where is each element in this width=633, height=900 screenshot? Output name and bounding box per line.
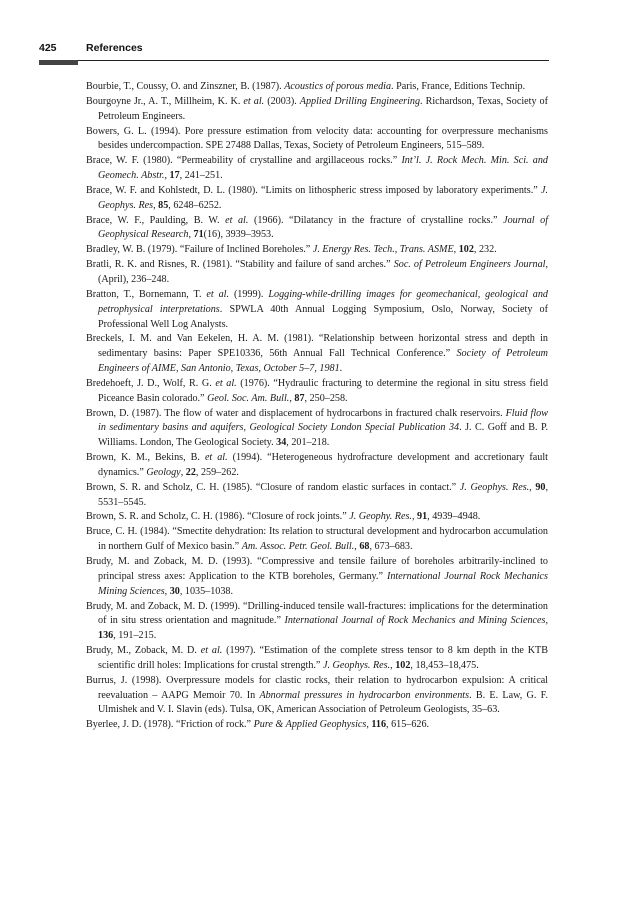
reference-entry: Brown, D. (1987). The flow of water and displacement of hydrocarbons in fractured chalk reservoirs. Fluid flow in sedimentary basins and aquifers, Geological Society London Special Publication 34. J. C. Goff and B. P. Williams. London, The Geological Society. 34, 201–218.	[86, 407, 548, 449]
reference-entry: Brace, W. F. (1980). “Permeability of crystalline and argillaceous rocks.” Int’l. J. Rock Mech. Min. Sci. and Geomech. Abstr., 17, 241–251.	[86, 155, 548, 182]
reference-entry: Brown, K. M., Bekins, B. et al. (1994). “Heterogeneous hydrofracture development and accretionary fault dynamics.” Geology, 22, 259–262.	[86, 452, 548, 478]
reference-entry: Bradley, W. B. (1979). “Failure of Inclined Boreholes.” J. Energy Res. Tech., Trans. ASME, 102, 232.	[86, 244, 497, 256]
reference-entry: Bowers, G. L. (1994). Pore pressure estimation from velocity data: accounting for overpressure mechanisms besides undercompaction. SPE 27488 Dallas, Texas, Society of Petroleum Engineers, 515–589.	[86, 125, 548, 152]
reference-entry: Breckels, I. M. and Van Eekelen, H. A. M. (1981). “Relationship between horizontal stress and depth in sedimentary basins: Paper SPE10336, 56th Annual Fall Technical Conference.” Society of Petroleum Engineers of AIME, San Antonio, Texas, October 5–7, 1981.	[86, 333, 548, 375]
reference-entry: Brudy, M., Zoback, M. D. et al. (1997). “Estimation of the complete stress tensor to 8 km depth in the KTB scientific drill holes: Implications for crustal strength.” J. Geophys. Res., 102, 18,453–18,475.	[86, 645, 548, 671]
reference-list	[86, 80, 548, 733]
reference-entry: Brown, S. R. and Scholz, C. H. (1985). “Closure of random elastic surfaces in contact.” J. Geophys. Res., 90, 5531–5545.	[86, 481, 548, 508]
reference-entry: Bratli, R. K. and Risnes, R. (1981). “Stability and failure of sand arches.” Soc. of Petroleum Engineers Journal, (April), 236–248.	[86, 259, 548, 285]
reference-entry: Burrus, J. (1998). Overpressure models for clastic rocks, their relation to hydrocarbon expulsion: A critical reevaluation – AAPG Memoir 70. In Abnormal pressures in hydrocarbon environments. B. E. Law, G. F. Ulmishek and V. I. Slavin (eds). Tulsa, OK, American Association of Petroleum Geologists, 35–63.	[86, 674, 548, 716]
header-rule-accent	[39, 60, 78, 65]
reference-entry: Bourgoyne Jr., A. T., Millheim, K. K. et al. (2003). Applied Drilling Engineering. Richardson, Texas, Society of Petroleum Engineers.	[86, 95, 548, 122]
running-header	[39, 42, 549, 66]
reference-entry: Brace, W. F., Paulding, B. W. et al. (1966). “Dilatancy in the fracture of crystalline rocks.” Journal of Geophysical Research, 71(16), 3939–3953.	[86, 214, 549, 241]
reference-entry: Bratton, T., Bornemann, T. et al. (1999). Logging-while-drilling images for geomechanical, geological and petrophysical interpretations. SPWLA 40th Annual Logging Symposium, Oslo, Norway, Society of Professional Well Log Analysts.	[86, 288, 548, 330]
reference-entry: Brudy, M. and Zoback, M. D. (1999). “Drilling-induced tensile wall-fractures: implications for the determination of in situ stress orientation and magnitude.” International Journal of Rock Mechanics and Mining Sciences, 136, 191–215.	[86, 600, 548, 642]
page-number: 425	[39, 42, 57, 54]
header-rule	[39, 60, 549, 61]
reference-entry: Brown, S. R. and Scholz, C. H. (1986). “Closure of rock joints.” J. Geophy. Res., 91, 4939–4948.	[86, 511, 481, 523]
reference-entry: Brudy, M. and Zoback, M. D. (1993). “Compressive and tensile failure of boreholes arbitrarily-inclined to principal stress axes: Application to the KTB boreholes, Germany.” International Journal Rock Mechanics Mining Sciences, 30, 1035–1038.	[86, 556, 548, 597]
reference-entry: Byerlee, J. D. (1978). “Friction of rock.” Pure & Applied Geophysics, 116, 615–626.	[86, 719, 430, 731]
section-title: References	[86, 42, 143, 54]
reference-entry: Brace, W. F. and Kohlstedt, D. L. (1980). “Limits on lithospheric stress imposed by laboratory experiments.” J. Geophys. Res, 85, 6248–6252.	[86, 184, 548, 211]
reference-entry: Bruce, C. H. (1984). “Smectite dehydration: Its relation to structural development and hydrocarbon accumulation in northern Gulf of Mexico basin.” Am. Assoc. Petr. Geol. Bull., 68, 673–683.	[86, 526, 548, 553]
reference-entry: Bourbie, T., Coussy, O. and Zinszner, B. (1987). Acoustics of porous media. Paris, France, Editions Technip.	[86, 81, 526, 92]
reference-entry: Bredehoeft, J. D., Wolf, R. G. et al. (1976). “Hydraulic fracturing to determine the regional in situ stress field Piceance Basin colorado.” Geol. Soc. Am. Bull., 87, 250–258.	[86, 377, 549, 404]
